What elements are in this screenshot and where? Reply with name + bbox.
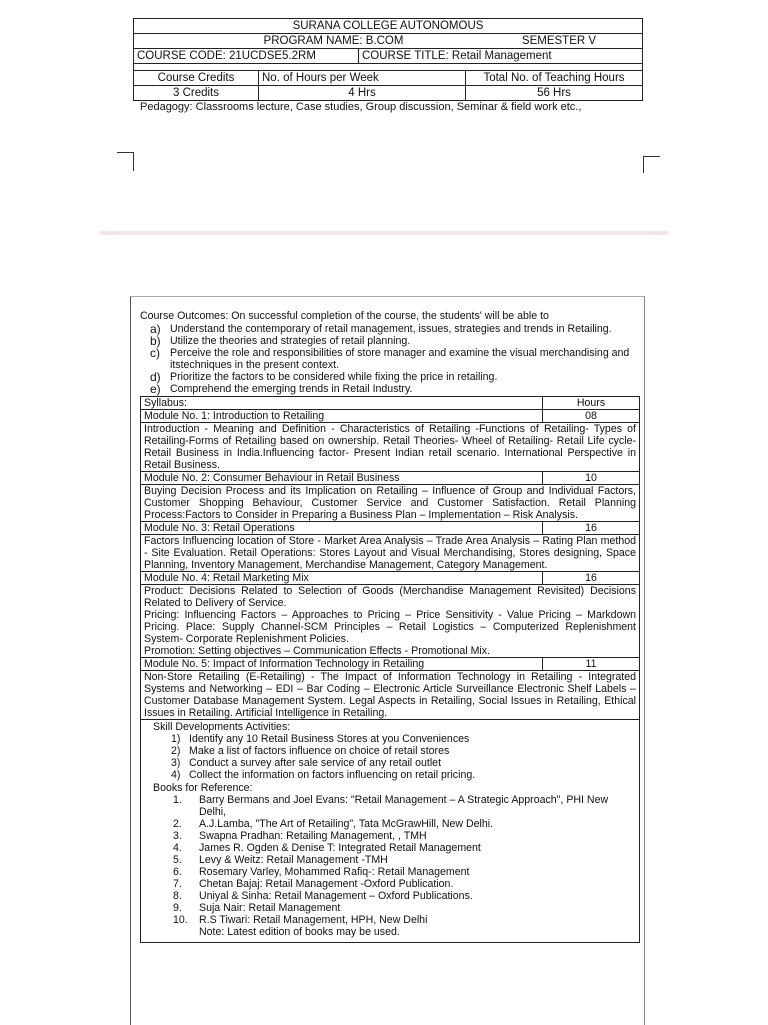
skill-item: 2) Make a list of factors influence on choice of retail stores [171,745,450,757]
module-hours: 16 [542,522,639,534]
module-hours: 16 [542,572,639,584]
credits-label-row [134,71,642,86]
module-title-row [141,658,639,671]
module-content [141,585,639,658]
course-header-table [133,18,643,101]
course-code: COURSE CODE: 21UCDSE5.2RM [137,50,316,62]
module-title: Module No. 1: Introduction to Retailing [144,410,325,422]
book-item: 4. James R. Ogden & Denise T: Integrated Retail Management [173,842,481,854]
book-item: 8. Uniyal & Sinha: Retail Management – Oxford Publications. [173,890,473,902]
module-hours: 11 [542,658,639,670]
total-hours-value: 56 Hrs [465,86,642,100]
module-title-row [141,522,639,535]
module-content: Non-Store Retailing (E-Retailing) - The Impact of Information Technology in Retailing - Integrated Systems and Networking – EDI – Bar Coding – Electronic Article Surveillance Electronic Shelf Labels – Customer Database Management System. Legal Aspects in Retailing, Social Issues in Retailing, Ethical Issues in Retailing. Artificial Intelligence in Retailing. [141,671,639,720]
pedagogy: Pedagogy: Classrooms lecture, Case studies, Group discussion, Seminar & field work etc., [140,101,582,113]
module-content: Factors Influencing location of Store - Market Area Analysis – Trade Area Analysis – Rating Plan method - Site Evaluation. Retail Operations: Stores Layout and Visual Merchandising, Stores designing, Space Planning, Inventory Management, Merchandise Management, Category Management. [141,535,639,572]
spacer-row [134,64,642,71]
module-content-line: Product: Decisions Related to Selection of Goods (Merchandise Management Revisited) Decisions Related to Delivery of Service. [144,585,636,609]
page-corner-mark-left [117,152,134,171]
program-row [134,34,642,49]
course-row [134,49,642,64]
module-title-row [141,572,639,585]
module-title: Module No. 2: Consumer Behaviour in Retail Business [144,472,400,484]
outcome-item: a) Understand the contemporary of retail management, issues, strategies and trends in Retailing. [150,322,612,336]
total-hours-label: Total No. of Teaching Hours [465,71,642,85]
module-title-row [141,410,639,423]
module-title: Module No. 5: Impact of Information Technology in Retailing [144,658,425,670]
outcomes-list [140,323,640,395]
program-name: PROGRAM NAME: B.COM [263,35,404,47]
outcome-item: c) Perceive the role and responsibilities of store manager and examine the visual merchandising and itstechniques in the present context. [150,346,630,371]
skill-item: 3) Conduct a survey after sale service of any retail outlet [171,757,442,769]
book-item: 5. Levy & Weitz: Retail Management -TMH [173,854,388,866]
hours-column-label: Hours [542,397,639,409]
module-hours: 10 [542,472,639,484]
outcomes-heading: Course Outcomes: On successful completion of the course, the students' will be able to [140,310,549,322]
skill-item: 1) Identify any 10 Retail Business Stores at you Conveniences [171,733,470,745]
syllabus-table [140,396,640,943]
book-item: 10. R.S Tiwari: Retail Management, HPH, New Delhi [173,914,428,926]
outcome-item: b) Utilize the theories and strategies of retail planning. [150,334,411,348]
credits-value-row [134,86,642,100]
book-item: 9. Suja Nair: Retail Management [173,902,341,914]
module-title-row [141,472,639,485]
credits-value: 3 Credits [172,87,220,99]
book-item: 3. Swapna Pradhan: Retailing Management, , TMH [173,830,427,842]
module-content-line: Promotion: Setting objectives – Communication Effects - Promotional Mix. [144,645,491,657]
module-title: Module No. 3: Retail Operations [144,522,295,534]
books-note: Note: Latest edition of books may be used. [199,926,400,938]
books-heading: Books for Reference: [153,782,253,794]
page-divider-band [100,231,668,235]
course-title: COURSE TITLE: Retail Management [358,49,642,63]
module-content-line: Pricing: Influencing Factors – Approaches to Pricing – Price Sensitivity - Value Pricing – Markdown Pricing. Place: Supply Channel-SCM Principles – Retail Logistics – Computerized Replenishment System- Corporate Replenishment Policies. [144,609,636,645]
book-item: 2. A.J.Lamba, "The Art of Retailing", Tata McGrawHill, New Delhi. [173,818,494,830]
syllabus-header-row [141,397,639,410]
outcome-item: e) Comprehend the emerging trends in Retail Industry. [150,382,413,396]
book-item: 1. Barry Bermans and Joel Evans: "Retail Management – A Strategic Approach", PHI New Delhi, [173,794,609,818]
college-row [134,19,642,34]
hours-week-value: 4 Hrs [258,86,465,100]
college-name: SURANA COLLEGE AUTONOMOUS [292,20,484,32]
module-hours: 08 [542,410,639,422]
module-content: Buying Decision Process and its Implication on Retailing – Influence of Group and Individual Factors, Customer Shopping Behaviour, Customer Service and Customer Satisfaction. Retail Planning Process:Factors to Consider in Preparing a Business Plan – Implementation – Risk Analysis. [141,485,639,522]
skills-heading: Skill Developments Activities: [153,721,291,733]
credits-label: Course Credits [157,72,235,84]
module-title: Module No. 4: Retail Marketing Mix [144,572,309,584]
outcome-item: d) Prioritize the factors to be considered while fixing the price in retailing. [150,370,498,384]
skill-item: 4) Collect the information on factors influencing on retail pricing. [171,769,476,781]
semester: SEMESTER V [521,35,597,47]
skills-section [141,720,639,942]
syllabus-label: Syllabus: [144,397,187,409]
syllabus-document [140,310,640,943]
book-item: 6. Rosemary Varley, Mohammed Rafiq-: Retail Management [173,866,470,878]
book-item: 7. Chetan Bajaj: Retail Management -Oxford Publication. [173,878,454,890]
hours-week-label: No. of Hours per Week [258,71,465,85]
module-content: Introduction - Meaning and Definition - Characteristics of Retailing -Functions of Retailing- Types of Retailing-Forms of Retailing based on ownership. Retail Theories- Wheel of Retailing- Retail Life cycle- Retail Business in India.Influencing factor- Present Indian retail scenario. International Perspective in Retail Business. [141,423,639,472]
page-corner-mark-right [643,156,660,173]
